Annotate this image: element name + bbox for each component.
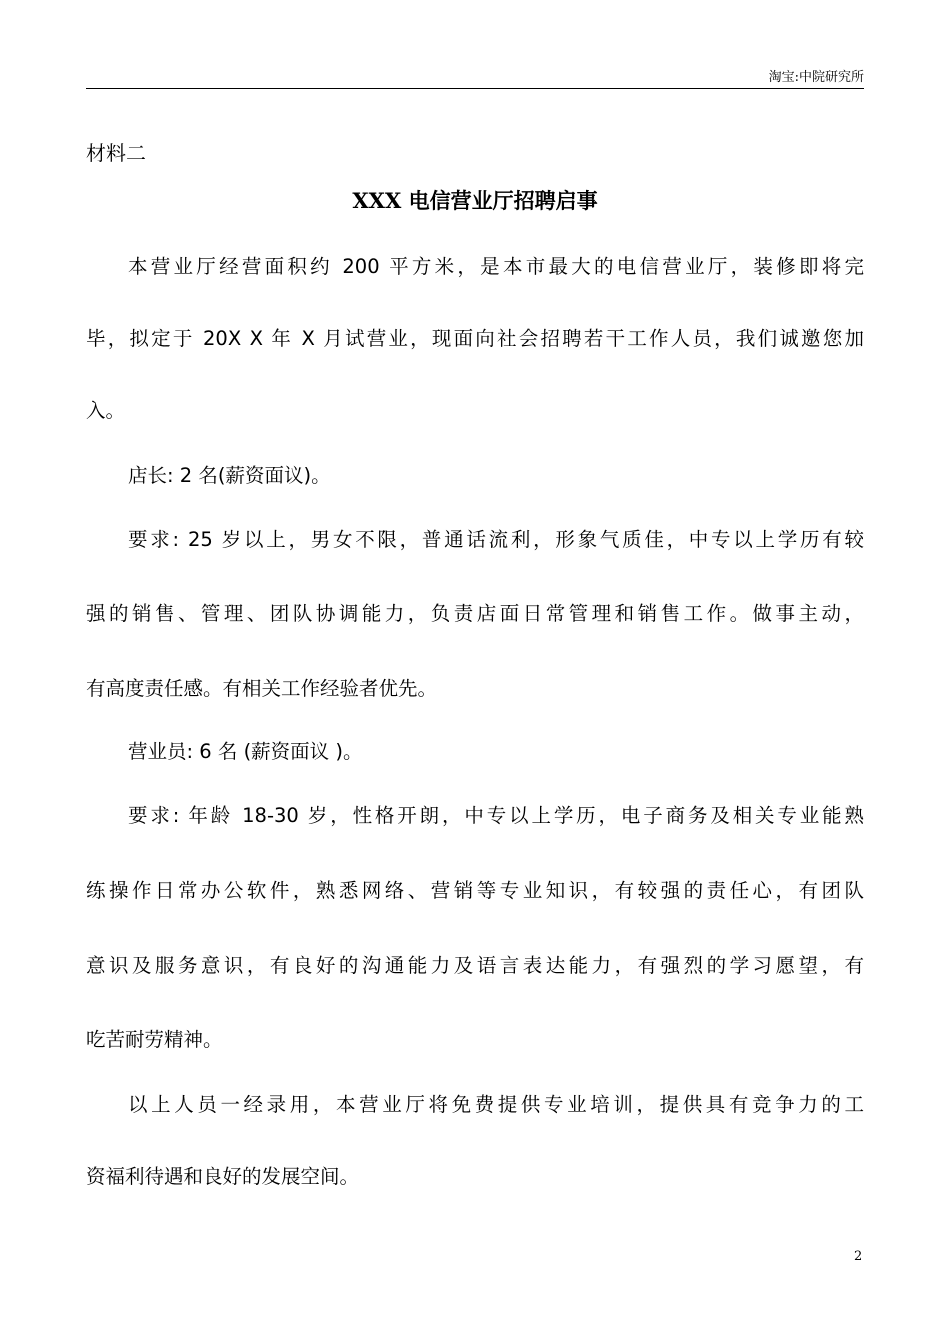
text-line: 意识及服务意识，有良好的沟通能力及语言表达能力，有强烈的学习愿望，有 bbox=[86, 954, 864, 977]
text-line: 本营业厅经营面积约 200 平方米，是本市最大的电信营业厅，装修即将完 bbox=[128, 255, 864, 278]
text-line: 要求: 年龄 18-30 岁，性格开朗，中专以上学历，电子商务及相关专业能熟 bbox=[128, 804, 864, 827]
text-line: 营业员: 6 名 (薪资面议 )。 bbox=[128, 740, 363, 763]
text-line: 有高度责任感。有相关工作经验者优先。 bbox=[86, 677, 438, 700]
text-line: 要求: 25 岁以上，男女不限，普通话流利，形象气质佳，中专以上学历有较 bbox=[128, 528, 864, 551]
text-line: 以上人员一经录用，本营业厅将免费提供专业培训，提供具有竞争力的工 bbox=[128, 1093, 864, 1116]
text-line: 吃苦耐劳精神。 bbox=[86, 1028, 223, 1051]
material-label: 材料二 bbox=[86, 141, 146, 165]
text-line: 入。 bbox=[86, 399, 126, 422]
text-line: 店长: 2 名(薪资面议)。 bbox=[128, 464, 331, 487]
document-title: XXX 电信营业厅招聘启事 bbox=[352, 188, 598, 213]
page-number: 2 bbox=[854, 1249, 863, 1264]
text-line: 资福利待遇和良好的发展空间。 bbox=[86, 1165, 360, 1188]
text-line: 强的销售、管理、团队协调能力，负责店面日常管理和销售工作。做事主动， bbox=[86, 602, 864, 625]
text-line: 练操作日常办公软件，熟悉网络、营销等专业知识，有较强的责任心，有团队 bbox=[86, 879, 864, 902]
header-text: 淘宝:中院研究所 bbox=[768, 70, 864, 85]
text-line: 毕，拟定于 20X X 年 X 月试营业，现面向社会招聘若干工作人员，我们诚邀您加 bbox=[86, 327, 864, 350]
page-header bbox=[86, 64, 864, 89]
